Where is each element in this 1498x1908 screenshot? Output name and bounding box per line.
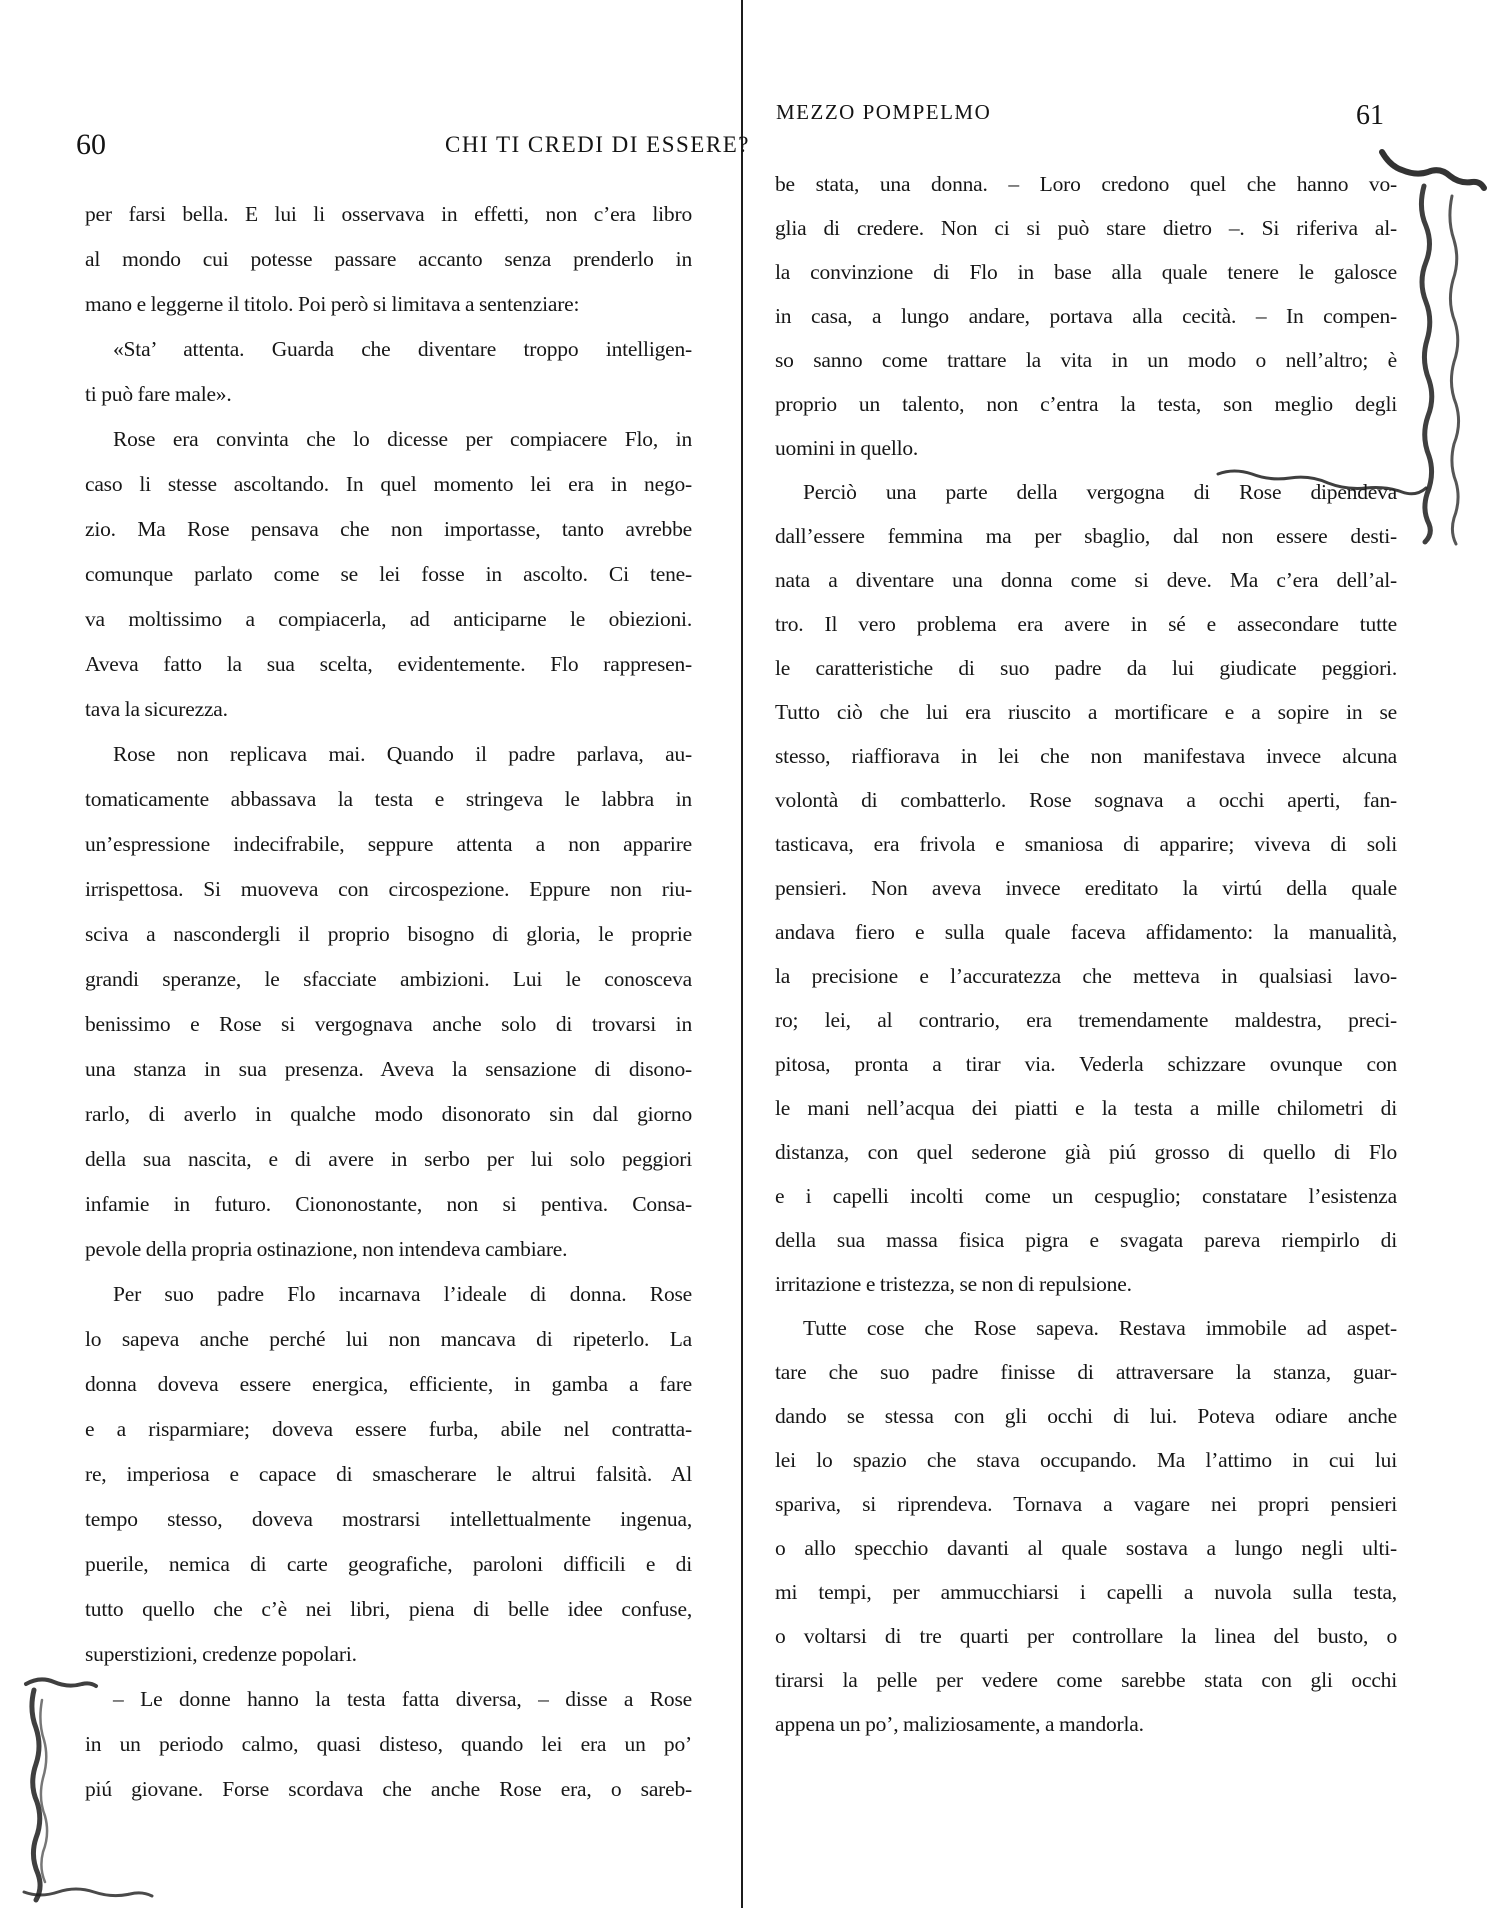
text-line: «Sta’ attenta. Guarda che diventare troppo intelligen- <box>113 337 692 361</box>
text-line: un’espressione indecifrabile, seppure attenta a non apparire <box>85 832 692 856</box>
text-line: tirarsi la pelle per vedere come sarebbe stata con gli occhi <box>775 1668 1397 1692</box>
text-line: glia di credere. Non ci si può stare dietro –. Si riferiva al- <box>775 216 1397 240</box>
text-line: Tutto ciò che lui era riuscito a mortificare e a sopire in se <box>775 700 1397 724</box>
left-page-text-column <box>85 192 692 1812</box>
text-line: mi tempi, per ammucchiarsi i capelli a nuvola sulla testa, <box>775 1580 1397 1604</box>
text-line: tomaticamente abbassava la testa e stringeva le labbra in <box>85 787 692 811</box>
text-line: e a risparmiare; doveva essere furba, abile nel contratta- <box>85 1417 692 1441</box>
text-line: tutto quello che c’è nei libri, piena di belle idee confuse, <box>85 1597 692 1621</box>
text-line: sciva a nascondergli il proprio bisogno di gloria, le proprie <box>85 922 692 946</box>
text-line: andava fiero e sulla quale faceva affidamento: la manualità, <box>775 920 1397 944</box>
text-line: o voltarsi di tre quarti per controllare la linea del busto, o <box>775 1624 1397 1648</box>
text-line: stesso, riaffiorava in lei che non manifestava invece alcuna <box>775 744 1397 768</box>
text-line: in casa, a lungo andare, portava alla cecità. – In compen- <box>775 304 1397 328</box>
text-line: al mondo cui potesse passare accanto senza prenderlo in <box>85 247 692 271</box>
text-line: la precisione e l’accuratezza che metteva in qualsiasi lavo- <box>775 964 1397 988</box>
text-line: pensieri. Non aveva invece ereditato la virtú della quale <box>775 876 1397 900</box>
text-line: Per suo padre Flo incarnava l’ideale di donna. Rose <box>113 1282 692 1306</box>
text-line: – Le donne hanno la testa fatta diversa, – disse a Rose <box>113 1687 692 1711</box>
text-line: Tutte cose che Rose sapeva. Restava immobile ad aspet- <box>803 1316 1397 1340</box>
text-line: pevole della propria ostinazione, non intendeva cambiare. <box>85 1237 568 1261</box>
text-line: della sua massa fisica pigra e svagata pareva riempirlo di <box>775 1228 1397 1252</box>
text-line: Rose era convinta che lo dicesse per compiacere Flo, in <box>113 427 692 451</box>
text-line: lei lo spazio che stava occupando. Ma l’attimo in cui lui <box>775 1448 1397 1472</box>
text-line: e i capelli incolti come un cespuglio; constatare l’esistenza <box>775 1184 1397 1208</box>
text-line: re, imperiosa e capace di smascherare le altrui falsità. Al <box>85 1462 692 1486</box>
text-line: so sanno come trattare la vita in un modo o nell’altro; è <box>775 348 1397 372</box>
text-line: nata a diventare una donna come si deve. Ma c’era dell’al- <box>775 568 1397 592</box>
text-line: puerile, nemica di carte geografiche, paroloni difficili e di <box>85 1552 692 1576</box>
text-line: mano e leggerne il titolo. Poi però si limitava a sentenziare: <box>85 292 580 316</box>
text-line: una stanza in sua presenza. Aveva la sensazione di disono- <box>85 1057 692 1081</box>
text-line: pitosa, pronta a tirar via. Vederla schizzare ovunque con <box>775 1052 1397 1076</box>
text-line: uomini in quello. <box>775 436 919 460</box>
text-line: caso li stesse ascoltando. In quel momento lei era in nego- <box>85 472 692 496</box>
right-page-text-column <box>775 162 1397 1746</box>
text-line: le caratteristiche di suo padre da lui giudicate peggiori. <box>775 656 1397 680</box>
text-line: lo sapeva anche perché lui non mancava di ripeterlo. La <box>85 1327 692 1351</box>
text-line: donna doveva essere energica, efficiente, in gamba a fare <box>85 1372 692 1396</box>
text-line: irritazione e tristezza, se non di repulsione. <box>775 1272 1132 1296</box>
text-line: tava la sicurezza. <box>85 697 228 721</box>
text-line: volontà di combatterlo. Rose sognava a occhi aperti, fan- <box>775 788 1397 812</box>
text-line: distanza, con quel sederone già piú grosso di quello di Flo <box>775 1140 1397 1164</box>
text-line: Perciò una parte della vergogna di Rose dipendeva <box>803 480 1397 504</box>
text-line: tro. Il vero problema era avere in sé e assecondare tutte <box>775 612 1397 636</box>
text-line: benissimo e Rose si vergognava anche solo di trovarsi in <box>85 1012 692 1036</box>
text-line: grandi speranze, le sfacciate ambizioni. Lui le conosceva <box>85 967 692 991</box>
text-line: per farsi bella. E lui li osservava in effetti, non c’era libro <box>85 202 692 226</box>
text-line: dall’essere femmina ma per sbaglio, dal non essere desti- <box>775 524 1397 548</box>
text-line: comunque parlato come se lei fosse in ascolto. Ci tene- <box>85 562 692 586</box>
running-head-right: MEZZO POMPELMO <box>776 100 992 124</box>
page-number-left: 60 <box>76 128 106 161</box>
text-line: infamie in futuro. Ciononostante, non si pentiva. Consa- <box>85 1192 692 1216</box>
text-line: irrispettosa. Si muoveva con circospezione. Eppure non riu- <box>85 877 692 901</box>
text-line: la convinzione di Flo in base alla quale tenere le galosce <box>775 260 1397 284</box>
text-line: tare che suo padre finisse di attraversare la stanza, guar- <box>775 1360 1397 1384</box>
text-line: rarlo, di averlo in qualche modo disonorato sin dal giorno <box>85 1102 692 1126</box>
text-line: o allo specchio davanti al quale sostava a lungo negli ulti- <box>775 1536 1397 1560</box>
text-line: in un periodo calmo, quasi disteso, quando lei era un po’ <box>85 1732 692 1756</box>
text-line: della sua nascita, e di avere in serbo per lui solo peggiori <box>85 1147 692 1171</box>
text-line: be stata, una donna. – Loro credono quel che hanno vo- <box>775 172 1397 196</box>
page-number-right: 61 <box>1356 100 1384 131</box>
text-line: proprio un talento, non c’entra la testa, son meglio degli <box>775 392 1397 416</box>
text-line: spariva, si riprendeva. Tornava a vagare nei propri pensieri <box>775 1492 1397 1516</box>
text-line: ro; lei, al contrario, era tremendamente maldestra, preci- <box>775 1008 1397 1032</box>
text-line: tasticava, era frivola e smaniosa di apparire; viveva di soli <box>775 832 1397 856</box>
text-line: Aveva fatto la sua scelta, evidentemente. Flo rappresen- <box>85 652 692 676</box>
text-line: superstizioni, credenze popolari. <box>85 1642 357 1666</box>
text-line: piú giovane. Forse scordava che anche Rose era, o sareb- <box>85 1777 692 1801</box>
text-line: le mani nell’acqua dei piatti e la testa a mille chilometri di <box>775 1096 1397 1120</box>
text-line: appena un po’, maliziosamente, a mandorla. <box>775 1712 1144 1736</box>
running-head-left: CHI TI CREDI DI ESSERE? <box>445 132 750 157</box>
text-line: tempo stesso, doveva mostrarsi intellettualmente ingenua, <box>85 1507 692 1531</box>
text-line: ti può fare male». <box>85 382 232 406</box>
text-line: dando se stessa con gli occhi di lui. Poteva odiare anche <box>775 1404 1397 1428</box>
text-line: zio. Ma Rose pensava che non importasse, tanto avrebbe <box>85 517 692 541</box>
page-divider <box>741 0 743 1908</box>
text-line: Rose non replicava mai. Quando il padre parlava, au- <box>113 742 692 766</box>
text-line: va moltissimo a compiacerla, ad anticiparne le obiezioni. <box>85 607 692 631</box>
